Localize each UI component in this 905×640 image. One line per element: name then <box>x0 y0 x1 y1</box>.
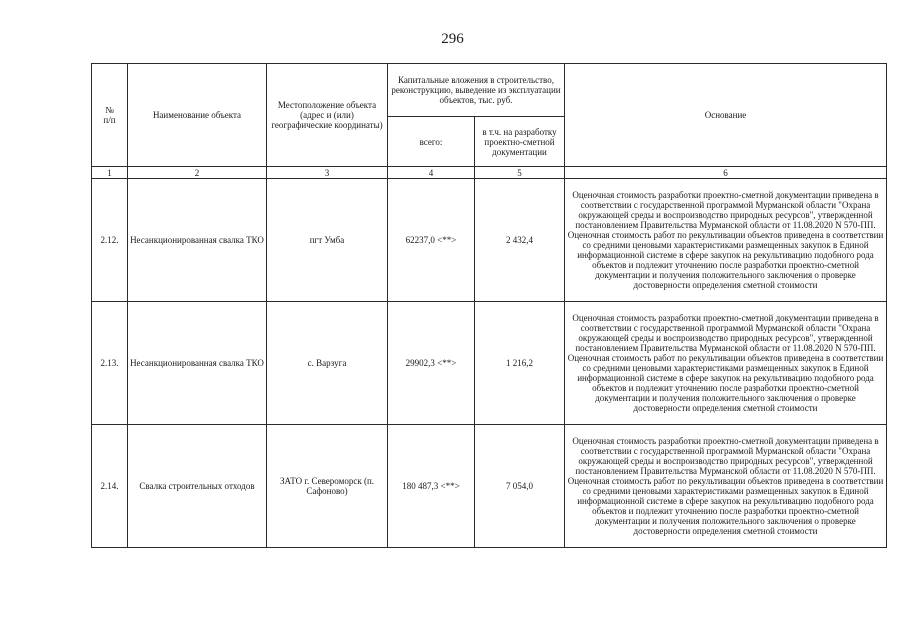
row-location: пгт Умба <box>267 179 388 302</box>
header-capital: Капитальные вложения в строительство, реконструкцию, выведение из эксплуатации объектов, тыс. руб. <box>388 64 565 117</box>
row-num: 2.13. <box>92 302 128 425</box>
row-total: 180 487,3 <**> <box>388 425 475 548</box>
row-num: 2.14. <box>92 425 128 548</box>
table-row <box>92 425 887 548</box>
row-location: с. Варзуга <box>267 302 388 425</box>
column-number: 2 <box>128 167 267 179</box>
row-basis: Оценочная стоимость разработки проектно-сметной документации приведена в соответствии с государственной программой Мурманской области "Охрана окружающей среды и воспроизводство природных ресурсов", утвержденной постановлением Правительства Мурманской области от 11.08.2020 N 570-ПП. Оценочная стоимость работ по рекультивации объектов приведена в соответствии со средними ценовыми характеристиками размещенных закупок в Единой информационной системе в сфере закупок на рекультивацию подобного рода объектов и подлежит уточнению после разработки проектно-сметной документации и получения положительного заключения о проверке достоверности определения сметной стоимости <box>565 302 887 425</box>
header-num: № п/п <box>92 64 128 167</box>
row-name: Несанкционированная свалка ТКО <box>128 179 267 302</box>
column-number: 3 <box>267 167 388 179</box>
header-basis: Основание <box>565 64 887 167</box>
capital-investments-table <box>91 63 887 548</box>
header-design: в т.ч. на разработку проектно-сметной документации <box>475 117 565 167</box>
row-total: 62237,0 <**> <box>388 179 475 302</box>
row-total: 29902,3 <**> <box>388 302 475 425</box>
row-design: 1 216,2 <box>475 302 565 425</box>
header-location: Местоположение объекта (адрес и (или) географические координаты) <box>267 64 388 167</box>
row-name: Свалка строительных отходов <box>128 425 267 548</box>
column-number: 4 <box>388 167 475 179</box>
row-location: ЗАТО г. Североморск (п. Сафоново) <box>267 425 388 548</box>
page-number: 296 <box>441 31 464 47</box>
row-basis: Оценочная стоимость разработки проектно-сметной документации приведена в соответствии с государственной программой Мурманской области "Охрана окружающей среды и воспроизводство природных ресурсов", утвержденной постановлением Правительства Мурманской области от 11.08.2020 N 570-ПП. Оценочная стоимость работ по рекультивации объектов приведена в соответствии со средними ценовыми характеристиками размещенных закупок в Единой информационной системе в сфере закупок на рекультивацию подобного рода объектов и подлежит уточнению после разработки проектно-сметной документации и получения положительного заключения о проверке достоверности определения сметной стоимости <box>565 179 887 302</box>
table-row <box>92 179 887 302</box>
column-number: 1 <box>92 167 128 179</box>
table-row <box>92 302 887 425</box>
column-number: 5 <box>475 167 565 179</box>
column-number: 6 <box>565 167 887 179</box>
row-design: 2 432,4 <box>475 179 565 302</box>
row-name: Несанкционированная свалка ТКО <box>128 302 267 425</box>
header-name: Наименование объекта <box>128 64 267 167</box>
header-total: всего: <box>388 117 475 167</box>
row-num: 2.12. <box>92 179 128 302</box>
row-basis: Оценочная стоимость разработки проектно-сметной документации приведена в соответствии с государственной программой Мурманской области "Охрана окружающей среды и воспроизводство природных ресурсов", утвержденной постановлением Правительства Мурманской области от 11.08.2020 N 570-ПП. Оценочная стоимость работ по рекультивации объектов приведена в соответствии со средними ценовыми характеристиками размещенных закупок в Единой информационной системе в сфере закупок на рекультивацию подобного рода объектов и подлежит уточнению после разработки проектно-сметной документации и получения положительного заключения о проверке достоверности определения сметной стоимости <box>565 425 887 548</box>
row-design: 7 054,0 <box>475 425 565 548</box>
